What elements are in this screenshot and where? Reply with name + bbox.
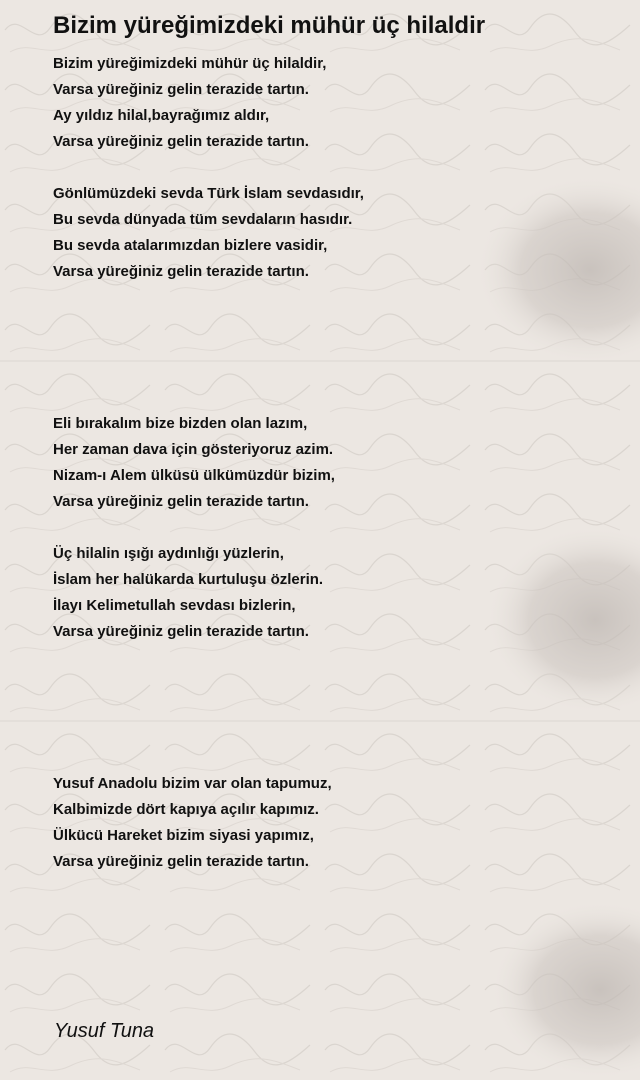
poem-line: Kalbimizde dört kapıya açılır kapımız.: [53, 801, 319, 818]
poem-author: Yusuf Tuna: [54, 1020, 155, 1042]
poem-line: Bu sevda atalarımızdan bizlere vasidir,: [53, 237, 328, 254]
poem-line: Eli bırakalım bize bizden olan lazım,: [53, 415, 308, 432]
stanza-4: [53, 541, 323, 645]
poem-line: Varsa yüreğiniz gelin terazide tartın.: [53, 853, 309, 870]
stanza-5: [53, 771, 332, 875]
poem-line: Yusuf Anadolu bizim var olan tapumuz,: [53, 775, 332, 792]
stanza-2: [53, 181, 364, 285]
poem-line: İslam her halükarda kurtuluşu özlerin.: [53, 571, 324, 588]
stanza-3: [53, 411, 335, 515]
poem-line: Varsa yüreğiniz gelin terazide tartın.: [53, 81, 309, 98]
stanza-1: [53, 51, 326, 155]
poem-line: Bu sevda dünyada tüm sevdaların hasıdır.: [53, 211, 353, 228]
poem-line: Bizim yüreğimizdeki mühür üç hilaldir,: [53, 55, 327, 72]
poem-line: İlayı Kelimetullah sevdası bizlerin,: [53, 597, 296, 614]
poem-line: Varsa yüreğiniz gelin terazide tartın.: [53, 623, 309, 640]
poem-line: Ay yıldız hilal,bayrağımız aldır,: [53, 107, 270, 124]
poem-line: Ülkücü Hareket bizim siyasi yapımız,: [53, 827, 314, 844]
poem-line: Varsa yüreğiniz gelin terazide tartın.: [53, 263, 309, 280]
poem-line: Nizam-ı Alem ülküsü ülkümüzdür bizim,: [53, 467, 335, 484]
poem-line: Gönlümüzdeki sevda Türk İslam sevdasıdır,: [53, 185, 364, 202]
poem-title: Bizim yüreğimizdeki mühür üç hilaldir: [53, 12, 486, 39]
poem-line: Üç hilalin ışığı aydınlığı yüzlerin,: [53, 545, 284, 562]
poem-line: Her zaman dava için gösteriyoruz azim.: [53, 441, 334, 458]
poem-line: Varsa yüreğiniz gelin terazide tartın.: [53, 133, 309, 150]
poem-line: Varsa yüreğiniz gelin terazide tartın.: [53, 493, 309, 510]
